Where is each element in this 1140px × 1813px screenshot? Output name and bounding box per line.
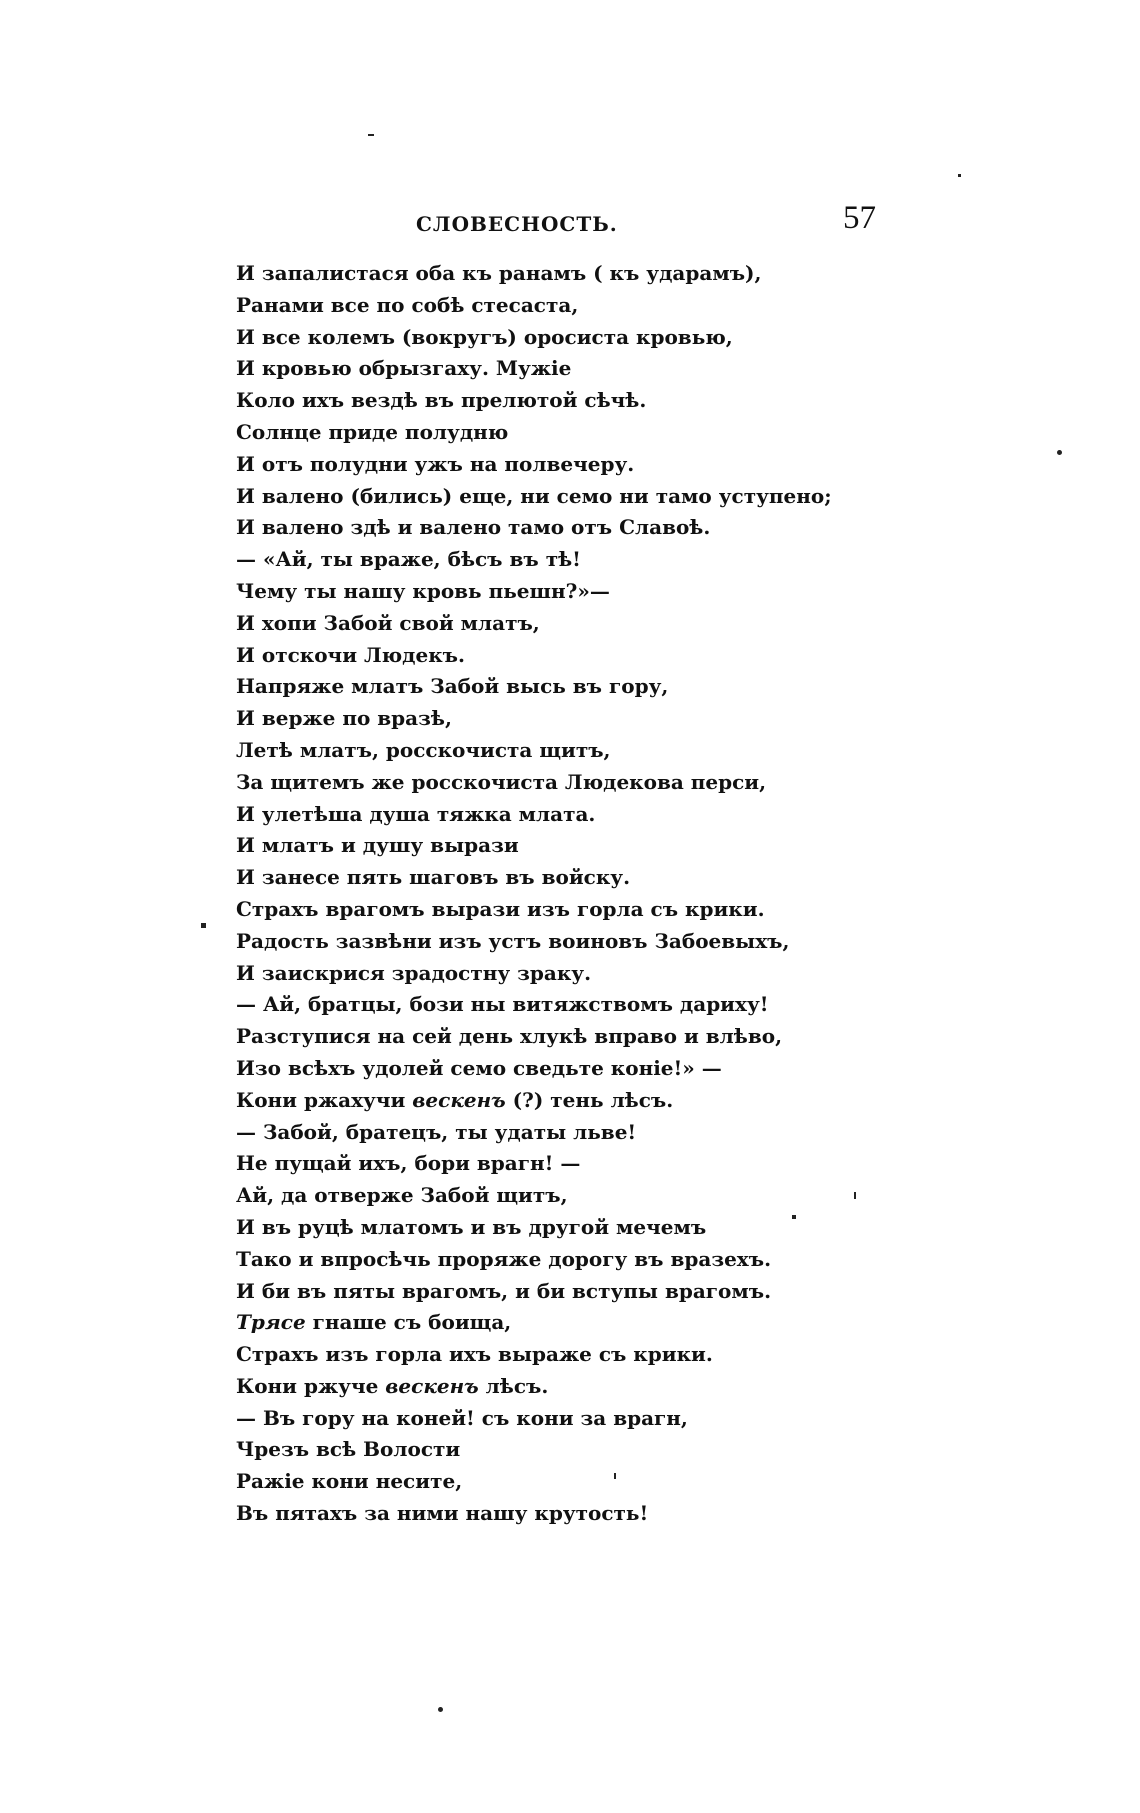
poem-line xyxy=(236,1307,876,1339)
poem-line-text: Кони ржуче xyxy=(236,1373,386,1398)
poem-line-text: Кони ржахучи xyxy=(236,1087,413,1112)
poem-line: — Забой, братецъ, ты удаты льве! xyxy=(236,1119,637,1144)
poem-line-text: гнаше съ боища, xyxy=(305,1310,512,1335)
poem-line: И все колемъ (вокругъ) оросиста кровью, xyxy=(236,324,733,349)
poem-line: Въ пятахъ за ними нашу крутость! xyxy=(236,1501,649,1526)
poem-line: — Въ гору на коней! съ кони за врагн, xyxy=(236,1405,688,1430)
poem-line: И валено (бились) еще, ни семо ни тамо уступено; xyxy=(236,483,832,508)
poem-line-text: (?) тень лѣсъ. xyxy=(505,1087,674,1112)
poem-line: И валено здѣ и валено тамо отъ Славоѣ. xyxy=(236,515,711,540)
scan-speck xyxy=(438,1707,443,1712)
poem-line: За щитемъ же росскочиста Людекова перси, xyxy=(236,769,767,794)
poem-line: Ай, да отверже Забой щитъ, xyxy=(236,1183,568,1208)
poem-line: Страхъ врагомъ вырази изъ горла съ крики. xyxy=(236,896,765,921)
page-number: 57 xyxy=(843,200,876,236)
poem-line: И верже по вразѣ, xyxy=(236,706,452,731)
scan-speck xyxy=(368,134,374,136)
poem-line: Разступися на сей день хлукѣ вправо и влѣво, xyxy=(236,1024,783,1049)
poem-line: И хопи Забой свой млатъ, xyxy=(236,610,540,635)
running-head: СЛОВЕСНОСТЬ. xyxy=(416,212,618,236)
poem-line: Ранами все по собѣ стесаста, xyxy=(236,292,579,317)
page-header xyxy=(236,200,876,250)
poem-line-italic: вескенъ xyxy=(385,1373,479,1398)
poem-line-italic: Трясе xyxy=(236,1310,306,1335)
scan-speck xyxy=(854,1192,856,1199)
poem-line: Страхъ изъ горла ихъ выраже съ крики. xyxy=(236,1342,713,1367)
poem-line: Чрезъ всѣ Волости xyxy=(236,1437,461,1462)
poem-line: И запалистася оба къ ранамъ ( къ ударамъ), xyxy=(236,261,762,285)
poem-line: Ражіе кони несите, xyxy=(236,1469,463,1494)
poem-line: Радость зазвѣни изъ устъ воиновъ Забоевыхъ, xyxy=(236,928,790,953)
poem-line: И би въ пяты врагомъ, и би вступы врагомъ. xyxy=(236,1278,772,1303)
poem-line-text: лѣсъ. xyxy=(478,1373,549,1398)
scan-speck xyxy=(201,923,206,928)
scan-speck xyxy=(792,1215,796,1219)
poem-text xyxy=(236,258,876,1530)
poem-line: И въ руцѣ млатомъ и въ другой мечемъ xyxy=(236,1214,707,1239)
poem-line: И улетѣша душа тяжка млата. xyxy=(236,801,596,826)
poem-line: И заискрися зрадостну зраку. xyxy=(236,960,592,985)
poem-line: Напряже млатъ Забой высь въ гору, xyxy=(236,674,669,699)
poem-line: Летѣ млатъ, росскочиста щитъ, xyxy=(236,737,611,762)
poem-line: И кровью обрызгаху. Мужіе xyxy=(236,356,572,381)
scan-speck xyxy=(1057,450,1062,455)
scan-speck xyxy=(614,1473,616,1479)
poem-line xyxy=(236,1085,876,1117)
poem-line: И отскочи Людекъ. xyxy=(236,642,465,667)
poem-line: Изо всѣхъ удолей семо сведьте коніе!» — xyxy=(236,1055,722,1080)
poem-line-italic: вескенъ xyxy=(412,1087,506,1112)
poem-line: Чему ты нашу кровь пьешн?»— xyxy=(236,578,610,603)
poem-line: Коло ихъ вездѣ въ прелютой сѣчѣ. xyxy=(236,388,647,413)
poem-line: Не пущай ихъ, бори врагн! — xyxy=(236,1151,581,1176)
poem-line: И отъ полудни ужъ на полвечеру. xyxy=(236,451,635,476)
poem-line: И занесе пять шаговъ въ войску. xyxy=(236,865,631,890)
poem-line: Солнце приде полудню xyxy=(236,419,509,444)
poem-line: Тако и впросѣчь проряже дорогу въ вразехъ. xyxy=(236,1246,772,1271)
poem-line: — «Ай, ты враже, бѣсъ въ тѣ! xyxy=(236,547,581,572)
poem-line: — Ай, братцы, бози ны витяжствомъ дариху! xyxy=(236,992,769,1017)
scan-speck xyxy=(958,174,961,177)
poem-line: И млатъ и душу вырази xyxy=(236,833,519,858)
poem-line xyxy=(236,1371,876,1403)
